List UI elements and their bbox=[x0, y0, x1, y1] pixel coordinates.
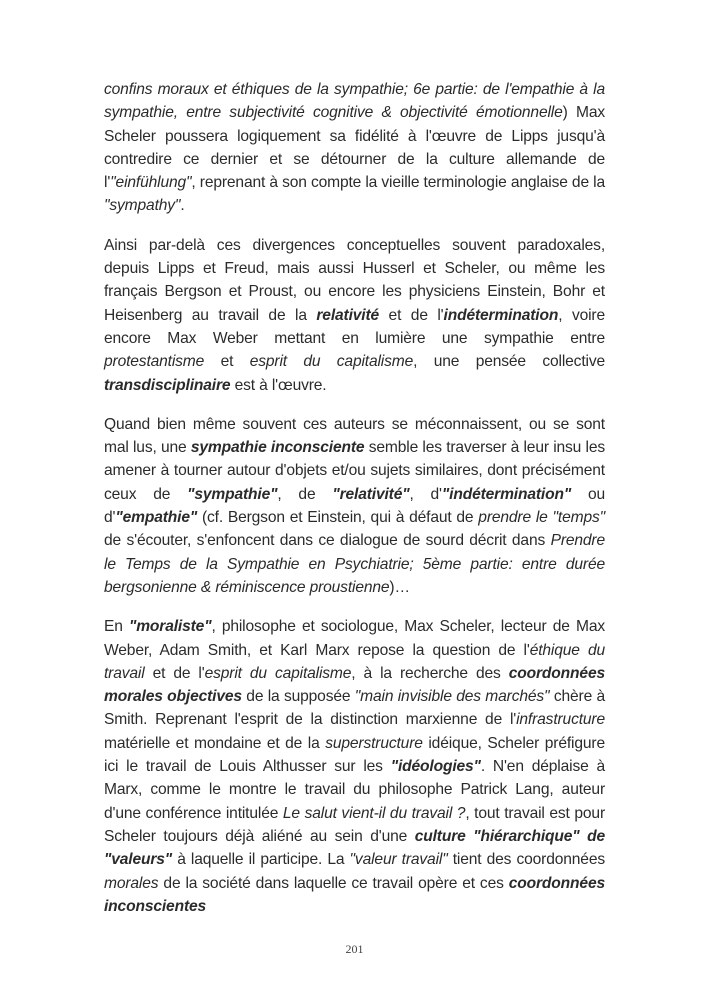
text-run: Quand bien même souvent ces auteurs se méconnaissent, ou se sont mal lus, une bbox=[104, 415, 605, 457]
text-run: relativité bbox=[316, 306, 380, 324]
text-run: "sympathy" bbox=[104, 197, 181, 215]
text-run: confins moraux et éthiques de la sympathie; 6e partie: de l'empathie à la sympathie, entre subjectivité cognitive & objectivité émotionnelle bbox=[104, 81, 605, 122]
text-run: "empathie" bbox=[115, 509, 198, 527]
text-run: ) Max Scheler poussera logiquement sa fidélité à l'œuvre de Lipps jusqu'à contredire ce dernier et se détourner de la culture allemande de l' bbox=[104, 104, 605, 192]
text-run: à laquelle il participe. La bbox=[172, 851, 350, 869]
text-run: protestantisme bbox=[104, 353, 205, 371]
text-run: , d' bbox=[409, 485, 442, 503]
text-run: , reprenant à son compte la vieille terminologie anglaise de la bbox=[191, 174, 605, 192]
text-run: esprit du capitalisme bbox=[204, 664, 352, 682]
text-run: sympathie inconsciente bbox=[190, 439, 365, 457]
text-run: "einfühlung" bbox=[110, 174, 192, 192]
text-run: superstructure bbox=[325, 734, 423, 752]
paragraph-3 bbox=[104, 413, 605, 599]
text-run: idéique, Scheler préfigure ici le travail de Louis Althusser sur les bbox=[104, 734, 605, 776]
text-run: , de bbox=[277, 485, 333, 503]
text-run: et bbox=[204, 353, 250, 371]
text-run: , tout travail est pour Scheler toujours déjà aliéné au sein d'une bbox=[104, 804, 605, 845]
text-run: semble les traverser à leur insu les amener à tourner autour d'objets et/ou sujets similaires, dont précisément ceux de bbox=[104, 439, 605, 503]
text-run: , philosophe et sociologue, Max Scheler, lecteur de Max Weber, Adam Smith, et Karl Marx repose la question de l' bbox=[104, 618, 605, 659]
text-run: "moraliste" bbox=[128, 618, 212, 636]
text-run: (cf. Bergson et Einstein, qui à défaut de bbox=[197, 509, 479, 527]
text-run: "idéologies" bbox=[390, 758, 481, 776]
text-run: morales bbox=[104, 874, 159, 892]
text-run: "sympathie" bbox=[187, 485, 278, 503]
text-run: est à l'œuvre. bbox=[230, 376, 327, 394]
text-run: coordonnées morales objectives bbox=[104, 664, 605, 706]
text-run: , une pensée collective bbox=[413, 353, 605, 371]
text-run: "main invisible des marchés" bbox=[354, 688, 550, 706]
text-run: de la société dans laquelle ce travail opère et ces bbox=[158, 874, 509, 892]
text-run: , voire encore Max Weber mettant en lumière une sympathie entre bbox=[104, 306, 605, 347]
text-run: indétermination bbox=[443, 306, 559, 324]
text-run: matérielle et mondaine et de la bbox=[104, 734, 326, 752]
text-run: Le salut vient-il du travail ? bbox=[282, 804, 466, 822]
text-run: coordonnées inconscientes bbox=[104, 874, 605, 915]
text-run: de la supposée bbox=[241, 688, 355, 706]
text-run: En bbox=[104, 618, 129, 636]
text-run: Ainsi par-delà ces divergences conceptuelles souvent paradoxales, depuis Lipps et Freud, mais aussi Husserl et Scheler, ou même les français Bergson et Proust, ou encore les physiciens Einstein, Bohr et Heisenberg au travail de la bbox=[104, 236, 605, 324]
text-run: et de l' bbox=[379, 306, 444, 324]
text-run: Prendre le Temps de la Sympathie en Psychiatrie; 5ème partie: entre durée bergsonienne & réminiscence proustienne bbox=[104, 532, 605, 596]
text-run: "indétermination" bbox=[441, 485, 572, 503]
text-run: prendre le "temps" bbox=[478, 509, 605, 527]
paragraph-4 bbox=[104, 615, 605, 918]
paragraph-1 bbox=[104, 78, 605, 218]
text-run: )… bbox=[389, 578, 410, 596]
text-run: chère à Smith. Reprenant l'esprit de la distinction marxienne de l' bbox=[104, 688, 605, 729]
text-run: "relativité" bbox=[332, 485, 410, 503]
text-run: transdisciplinaire bbox=[104, 376, 231, 394]
text-run: infrastructure bbox=[516, 711, 605, 729]
text-run: ou d' bbox=[104, 485, 606, 527]
paragraph-2 bbox=[104, 234, 605, 397]
text-run: esprit du capitalisme bbox=[249, 353, 414, 371]
page-body bbox=[104, 78, 605, 934]
text-run: . bbox=[180, 197, 185, 215]
text-run: . N'en déplaise à Marx, comme le montre le travail du philosophe Patrick Lang, auteur d'une conférence intitulée bbox=[104, 758, 606, 822]
text-run: culture "hiérarchique" de "valeurs" bbox=[104, 827, 605, 869]
text-run: éthique du travail bbox=[104, 641, 606, 682]
text-run: de s'écouter, s'enfoncent dans ce dialogue de sourd décrit dans bbox=[104, 532, 551, 550]
text-run: , à la recherche des bbox=[351, 664, 509, 682]
page-number: 201 bbox=[345, 942, 364, 956]
text-run: tient des coordonnées bbox=[447, 851, 605, 869]
text-run: "valeur travail" bbox=[349, 851, 448, 869]
text-run: et de l' bbox=[144, 664, 205, 682]
